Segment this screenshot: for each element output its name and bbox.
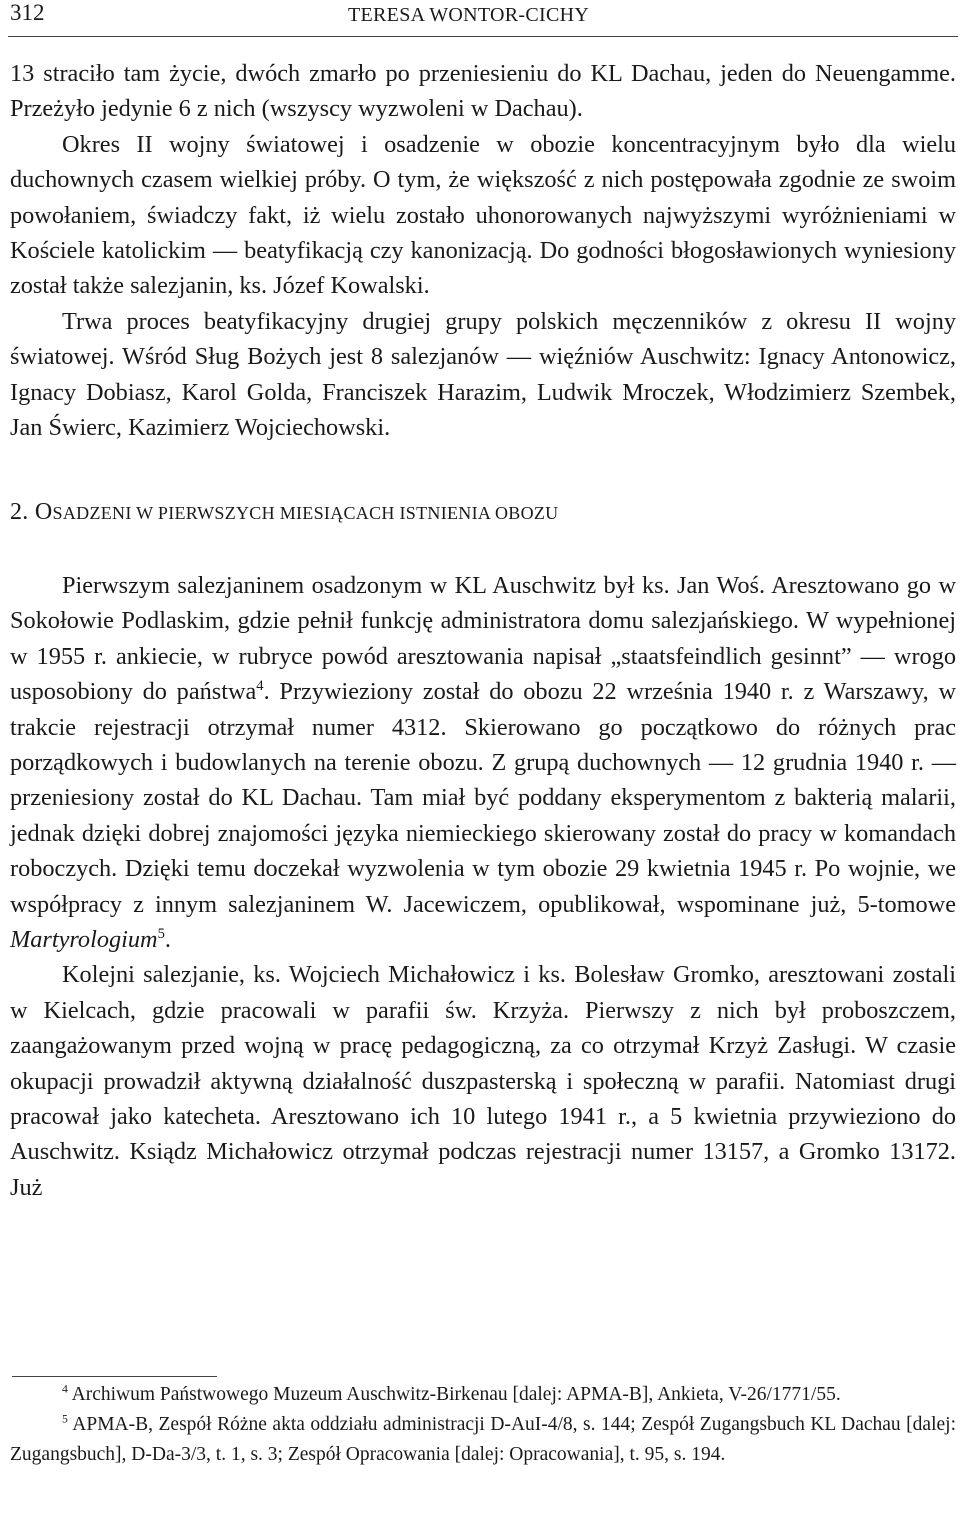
footnote-number: 4 <box>62 1382 68 1396</box>
book-title: Martyrologium <box>10 925 158 953</box>
paragraph: Kolejni salezjanie, ks. Wojciech Michałowicz i ks. Bolesław Gromko, aresztowani zostali w Kielcach, gdzie pracowali w parafii św. Krzyża. Pierwszy z nich był proboszczem, zaangażowanym przed wojną w pracę pedagogiczną, za co otrzymał Krzyż Zasługi. W czasie okupacji prowadził aktywną działalność duszpasterską i społeczną w parafii. Natomiast drugi pracował jako katecheta. Aresztowano ich 10 lutego 1941 r., a 5 kwietnia przywieziono do Auschwitz. Ksiądz Michałowicz otrzymał podczas rejestracji numer 13157, a Gromko 13172. Już <box>10 961 956 1201</box>
section-number: 2. <box>10 499 35 526</box>
paragraph-text: Pierwszym salezjaninem osadzonym w KL Auschwitz był ks. Jan Woś. Aresztowano go w Sokołowie Podlaskim, gdzie pełnił funkcję administratora domu salezjańskiego. W wypełnionej w 1955 r. ankiecie, w rubryce powód aresztowania napisał „staatsfeindlich gesinnt” — wrogo usposobiony do państwa <box>10 571 956 706</box>
paragraph-text: . Przywieziony został do obozu 22 września 1940 r. z Warszawy, w trakcie rejestracji otrzymał numer 4312. Skierowano go początkowo do różnych prac porządkowych i budowlanych na terenie obozu. Z grupą duchownych — 12 grudnia 1940 r. — przeniesiony został do KL Dachau. Tam miał być poddany eksperymentom z bakterią malarii, jednak dzięki dobrej znajomości języka niemieckiego skierowany został do pracy w komandach roboczych. Dzięki temu doczekał wyzwolenia w tym obozie 29 kwietnia 1945 r. Po wojnie, we współpracy z innym salezjaninem W. Jacewiczem, opublikował, wspominane już, 5-tomowe <box>10 678 956 918</box>
running-head: TERESA WONTOR-CICHY <box>348 4 590 26</box>
footnote-divider <box>12 1376 217 1377</box>
paragraph: Trwa proces beatyfikacyjny drugiej grupy polskich męczenników z okresu II wojny światowej. Wśród Sług Bożych jest 8 salezjanów — więźniów Auschwitz: Ignacy Antonowicz, Ignacy Dobiasz, Karol Golda, Franciszek Harazim, Ludwik Mroczek, Włodzimierz Szembek, Jan Świerc, Kazimierz Wojciechowski. <box>10 307 956 442</box>
body-text <box>10 56 956 1205</box>
paragraph <box>10 568 956 957</box>
section-title-initial: O <box>34 499 53 526</box>
document-page <box>8 0 958 1465</box>
footnote-text: Archiwum Państwowego Muzeum Auschwitz-Birkenau [dalej: APMA-B], Ankieta, V-26/1771/55. <box>67 1384 841 1405</box>
footnote-ref[interactable]: 4 <box>256 678 264 694</box>
page-header <box>8 0 958 37</box>
footnote-ref[interactable]: 5 <box>157 925 165 942</box>
footnote-number: 5 <box>62 1412 68 1426</box>
paragraph-text: . <box>164 925 171 953</box>
footnote <box>10 1380 956 1410</box>
paragraph: 13 straciło tam życie, dwóch zmarło po przeniesieniu do KL Dachau, jeden do Neuengamme. Przeżyło jedynie 6 z nich (wszyscy wyzwoleni w Dachau). <box>10 60 956 123</box>
section-heading <box>10 495 956 531</box>
page-number: 312 <box>10 0 45 25</box>
footnote-text: APMA-B, Zespół Różne akta oddziału administracji D-AuI-4/8, s. 144; Zespół Zugangsbuch KL Dachau [dalej: Zugangsbuch], D-Da-3/3, t. 1, s. 3; Zespół Opracowania [dalej: Opracowania], t. 95, s. 194. <box>10 1414 956 1465</box>
paragraph: Okres II wojny światowej i osadzenie w obozie koncentracyjnym było dla wielu duchownych czasem wielkiej próby. O tym, że większość z nich postępowała zgodnie ze swoim powołaniem, świadczy fakt, iż wielu zostało uhonorowanych najwyższymi wyróżnieniami w Kościele katolickim — beatyfikacją czy kanonizacją. Do godności błogosławionych wyniesiony został także salezjanin, ks. Józef Kowalski. <box>10 130 956 300</box>
section-title: SADZENI W PIERWSZYCH MIESIĄCACH ISTNIENIA OBOZU <box>52 503 559 524</box>
footnotes <box>10 1376 956 1470</box>
footnote <box>10 1410 956 1470</box>
